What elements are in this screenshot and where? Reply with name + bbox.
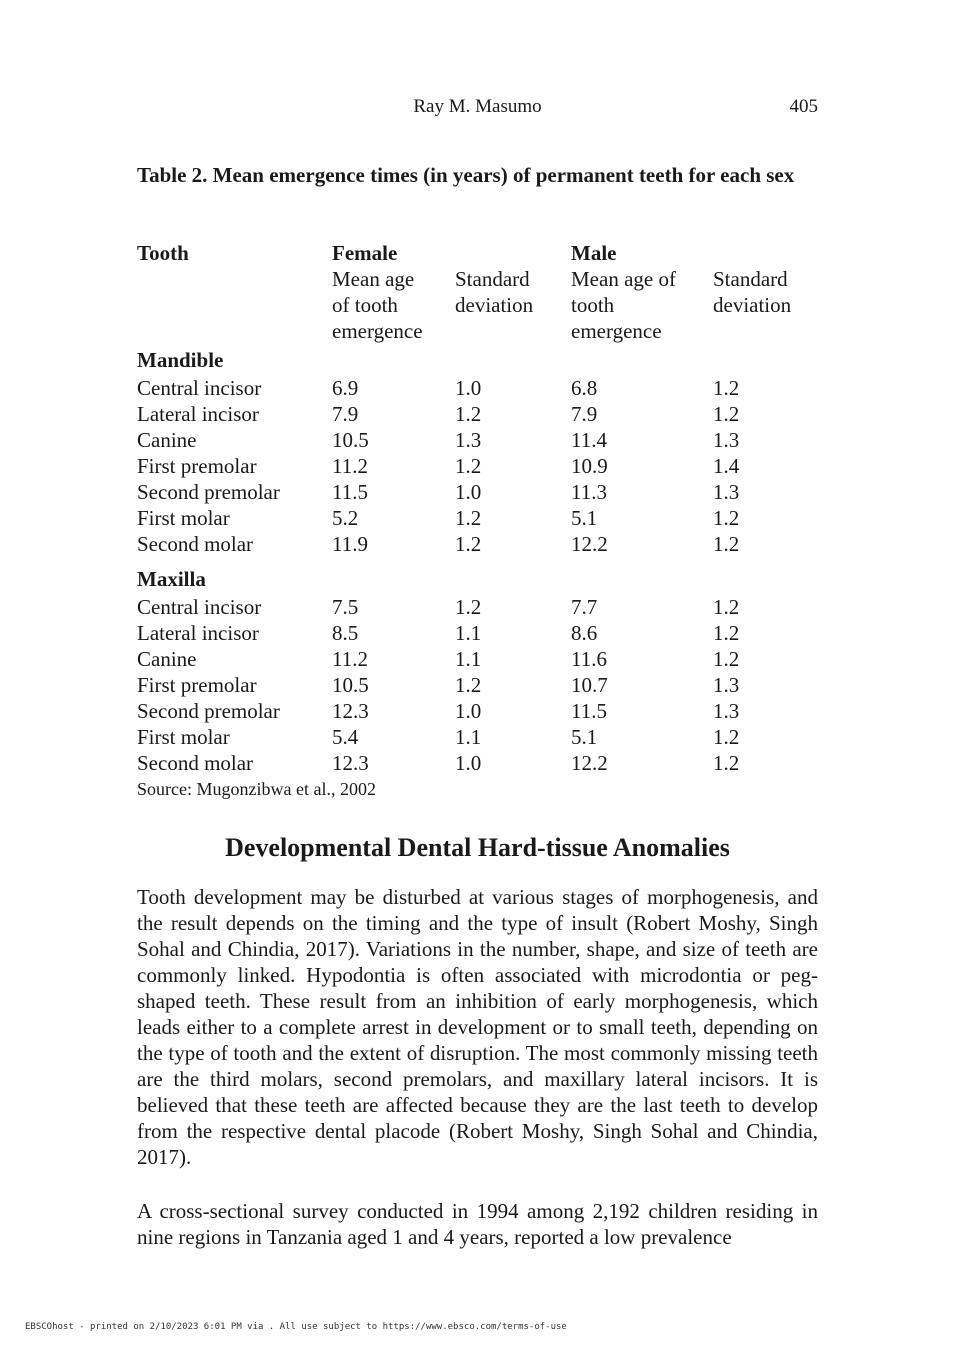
tooth-name: Second molar — [137, 751, 254, 775]
header-male-mean-1: Mean age of — [571, 267, 676, 291]
tooth-name: First molar — [137, 506, 230, 530]
page-number: 405 — [789, 96, 818, 117]
table-cell: 1.2 — [455, 402, 482, 426]
table-cell: 1.1 — [455, 621, 482, 645]
table-cell: 11.3 — [571, 480, 607, 504]
header-tooth: Tooth — [137, 241, 189, 265]
running-head — [137, 96, 818, 120]
table-cell: 11.4 — [571, 428, 607, 452]
header-male-mean-3: emergence — [571, 319, 662, 343]
tooth-name: First premolar — [137, 673, 257, 697]
table-cell: 11.9 — [332, 532, 368, 556]
table-cell: 10.9 — [571, 454, 608, 478]
table-cell: 1.3 — [713, 428, 740, 452]
tooth-name: Second premolar — [137, 480, 280, 504]
table-cell: 1.2 — [713, 532, 740, 556]
table-section-maxilla: Maxilla — [137, 567, 206, 591]
table-cell: 1.3 — [713, 699, 740, 723]
table-cell: 1.2 — [713, 402, 740, 426]
table-cell: 1.2 — [455, 454, 482, 478]
tooth-name: Central incisor — [137, 595, 262, 619]
tooth-name: Lateral incisor — [137, 402, 259, 426]
table-cell: 11.2 — [332, 454, 368, 478]
header-female-sd-1: Standard — [455, 267, 530, 291]
table-cell: 1.2 — [455, 595, 482, 619]
table-cell: 12.3 — [332, 699, 369, 723]
table-cell: 1.0 — [455, 480, 482, 504]
header-female-mean-1: Mean age — [332, 267, 415, 291]
table-cell: 8.5 — [332, 621, 359, 645]
header-male-sd-1: Standard — [713, 267, 788, 291]
table-cell: 1.3 — [455, 428, 482, 452]
table-cell: 12.2 — [571, 532, 608, 556]
running-head-author: Ray M. Masumo — [413, 96, 542, 117]
table-cell: 1.3 — [713, 673, 740, 697]
table-section-mandible: Mandible — [137, 348, 224, 372]
table-cell: 1.2 — [713, 725, 740, 749]
table-cell: 5.1 — [571, 506, 598, 530]
tooth-name: Second molar — [137, 532, 254, 556]
table-cell: 7.9 — [571, 402, 598, 426]
header-female-mean-2: of tooth — [332, 293, 398, 317]
table-cell: 12.2 — [571, 751, 608, 775]
table-cell: 12.3 — [332, 751, 369, 775]
table-cell: 11.6 — [571, 647, 607, 671]
header-female-sd-2: deviation — [455, 293, 534, 317]
table-cell: 1.1 — [455, 725, 482, 749]
table-cell: 1.0 — [455, 699, 482, 723]
header-male: Male — [571, 241, 617, 265]
tooth-name: Canine — [137, 428, 197, 452]
header-male-sd-2: deviation — [713, 293, 792, 317]
table-cell: 1.2 — [455, 506, 482, 530]
table-cell: 1.0 — [455, 751, 482, 775]
table-cell: 7.5 — [332, 595, 359, 619]
table-cell: 7.9 — [332, 402, 359, 426]
tooth-name: First molar — [137, 725, 230, 749]
table-cell: 5.4 — [332, 725, 359, 749]
table-caption: Table 2. Mean emergence times (in years) of permanent teeth for each sex — [137, 163, 795, 187]
table-cell: 1.2 — [455, 532, 482, 556]
paragraph-2: A cross-sectional survey conducted in 1994 among 2,192 children residing in nine regions in Tanzania aged 1 and 4 years, reported a low prevalence — [137, 1199, 818, 1249]
table-cell: 1.3 — [713, 480, 740, 504]
table-cell: 1.2 — [713, 376, 740, 400]
tooth-name: Second premolar — [137, 699, 280, 723]
header-female-mean-3: emergence — [332, 319, 423, 343]
section-heading: Developmental Dental Hard-tissue Anomalies — [225, 833, 730, 862]
header-male-mean-2: tooth — [571, 293, 615, 317]
table-cell: 1.2 — [713, 595, 740, 619]
table-cell: 1.2 — [713, 621, 740, 645]
tooth-name: Canine — [137, 647, 197, 671]
table-cell: 5.1 — [571, 725, 598, 749]
table-cell: 1.1 — [455, 647, 482, 671]
table-cell: 7.7 — [571, 595, 598, 619]
table-cell: 8.6 — [571, 621, 598, 645]
table-cell: 1.0 — [455, 376, 482, 400]
tooth-name: Lateral incisor — [137, 621, 259, 645]
table-cell: 1.2 — [713, 506, 740, 530]
paragraph-1: Tooth development may be disturbed at various stages of morphogenesis, and the result depends on the timing and the type of insult (Robert Moshy, Singh Sohal and Chindia, 2017). Variations in the number, shape, and size of teeth are commonly linked. Hypodontia is often associated with microdontia or peg-shaped teeth. These result from an inhibition of early morphogenesis, which leads either to a complete arrest in development or to small teeth, depending on the type of tooth and the extent of disruption. The most commonly missing teeth are the third molars, second premolars, and maxillary lateral incisors. It is believed that these teeth are affected because they are the last teeth to develop from the respective dental placode (Robert Moshy, Singh Sohal and Chindia, 2017). — [137, 885, 818, 1169]
table-cell: 10.5 — [332, 673, 369, 697]
table-cell: 11.5 — [571, 699, 607, 723]
table-cell: 1.2 — [713, 647, 740, 671]
table-cell: 11.2 — [332, 647, 368, 671]
tooth-name: First premolar — [137, 454, 257, 478]
tooth-name: Central incisor — [137, 376, 262, 400]
table-cell: 1.2 — [455, 673, 482, 697]
header-female: Female — [332, 241, 398, 265]
table-cell: 10.7 — [571, 673, 608, 697]
table-cell: 1.4 — [713, 454, 740, 478]
table-source: Source: Mugonzibwa et al., 2002 — [137, 779, 376, 799]
table-cell: 10.5 — [332, 428, 369, 452]
table-cell: 1.2 — [713, 751, 740, 775]
table-cell: 6.9 — [332, 376, 359, 400]
table-cell: 6.8 — [571, 376, 598, 400]
table-cell: 11.5 — [332, 480, 368, 504]
ebsco-footer: EBSCOhost - printed on 2/10/2023 6:01 PM via . All use subject to https://www.ebsco.com/terms-of-use — [25, 1322, 567, 1332]
table-cell: 5.2 — [332, 506, 359, 530]
